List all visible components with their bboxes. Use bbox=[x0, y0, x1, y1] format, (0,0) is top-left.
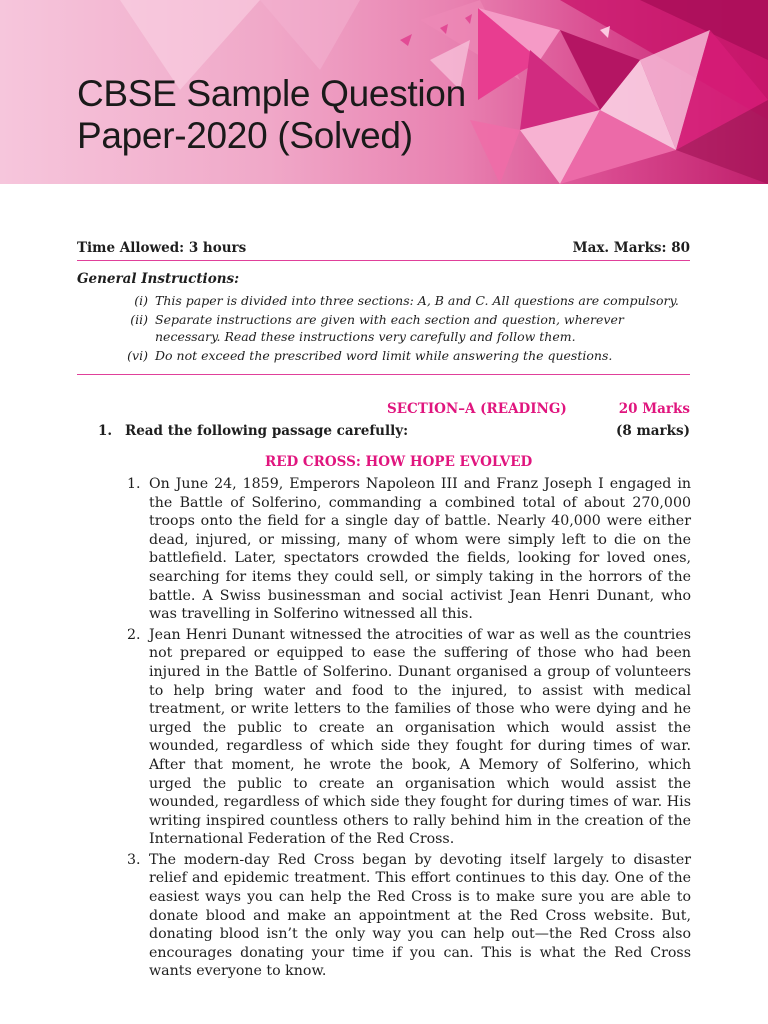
passage-paragraph bbox=[127, 475, 691, 624]
question-text: Read the following passage carefully: bbox=[125, 423, 409, 439]
paragraph-text: On June 24, 1859, Emperors Napoleon III and Franz Joseph I engaged in the Battle of Solferino, commanding a combined total of about 270,000 troops onto the field for a single day of battle. Nearly 40,000 were either dead, injured, or missing, many of whom were simply left to die on the battlefield. Later, spectators crowded the fields, looking for loved ones, searching for items they could sell, or simply taking in the horrors of the battle. A Swiss businessman and social activist Jean Henri Dunant, who was travelling in Solferino witnessed all this. bbox=[149, 476, 691, 623]
instruction-text: This paper is divided into three sections: A, B and C. All questions are compulsory. bbox=[155, 293, 679, 308]
question-marks: (8 marks) bbox=[616, 423, 690, 439]
passage-paragraph bbox=[127, 626, 691, 849]
title-line-2: Paper-2020 (Solved) bbox=[77, 115, 413, 156]
question-number: 1. bbox=[98, 423, 113, 439]
page-title bbox=[77, 73, 466, 157]
section-heading: SECTION–A (READING) bbox=[387, 401, 567, 417]
instruction-text: Separate instructions are given with each section and question, wherever necessary. Read these instructions very carefully and follow them. bbox=[155, 312, 624, 344]
divider-top bbox=[77, 260, 690, 261]
paragraph-number: 1. bbox=[127, 476, 141, 492]
instruction-item bbox=[100, 292, 692, 309]
general-instructions-list bbox=[100, 292, 692, 366]
general-instructions-title: General Instructions: bbox=[77, 271, 240, 287]
paragraph-text: Jean Henri Dunant witnessed the atrocities of war as well as the countries not prepared or equipped to ease the suffering of those who had been injured in the Battle of Solferino. Dunant organised a group of volunteers to help bring water and food to the injured, to assist with medical treatment, or write letters to the families of those who were dying and he urged the public to create an organisation which would assist the wounded, regardless of which side they fought for during times of war. After that moment, he wrote the book, A Memory of Solferino, which urged the public to create an organisation which would assist the wounded, regardless of which side they fought for during times of war. His writing inspired countless others to rally behind him in the creation of the International Federation of the Red Cross. bbox=[149, 626, 691, 848]
paragraph-number: 3. bbox=[127, 851, 141, 868]
header-banner bbox=[0, 0, 768, 184]
passage-paragraph bbox=[127, 851, 691, 981]
exam-meta-row bbox=[77, 240, 690, 256]
instruction-number: (i) bbox=[134, 293, 148, 308]
instruction-number: (ii) bbox=[130, 312, 148, 327]
passage-body bbox=[127, 475, 691, 983]
paragraph-number: 2. bbox=[127, 626, 141, 643]
section-marks: 20 Marks bbox=[618, 401, 690, 417]
instruction-number: (vi) bbox=[127, 348, 148, 363]
instruction-item bbox=[100, 347, 692, 364]
instruction-text: Do not exceed the prescribed word limit while answering the questions. bbox=[155, 348, 613, 363]
time-allowed: Time Allowed: 3 hours bbox=[77, 240, 247, 256]
title-line-1: CBSE Sample Question bbox=[77, 73, 466, 114]
max-marks: Max. Marks: 80 bbox=[572, 240, 690, 256]
question-row bbox=[98, 423, 690, 439]
paragraph-text: The modern-day Red Cross began by devoting itself largely to disaster relief and epidemic treatment. This effort continues to this day. One of the easiest ways you can help the Red Cross is to make sure you are able to donate blood and make an appointment at the Red Cross website. But, donating blood isn’t the only way you can help out—the Red Cross also encourages donating your time if you can. This is what the Red Cross wants everyone to know. bbox=[149, 851, 691, 980]
instruction-item bbox=[100, 311, 692, 345]
divider-bottom bbox=[77, 374, 690, 375]
passage-title: RED CROSS: HOW HOPE EVOLVED bbox=[265, 454, 533, 470]
section-header-row bbox=[77, 401, 690, 421]
